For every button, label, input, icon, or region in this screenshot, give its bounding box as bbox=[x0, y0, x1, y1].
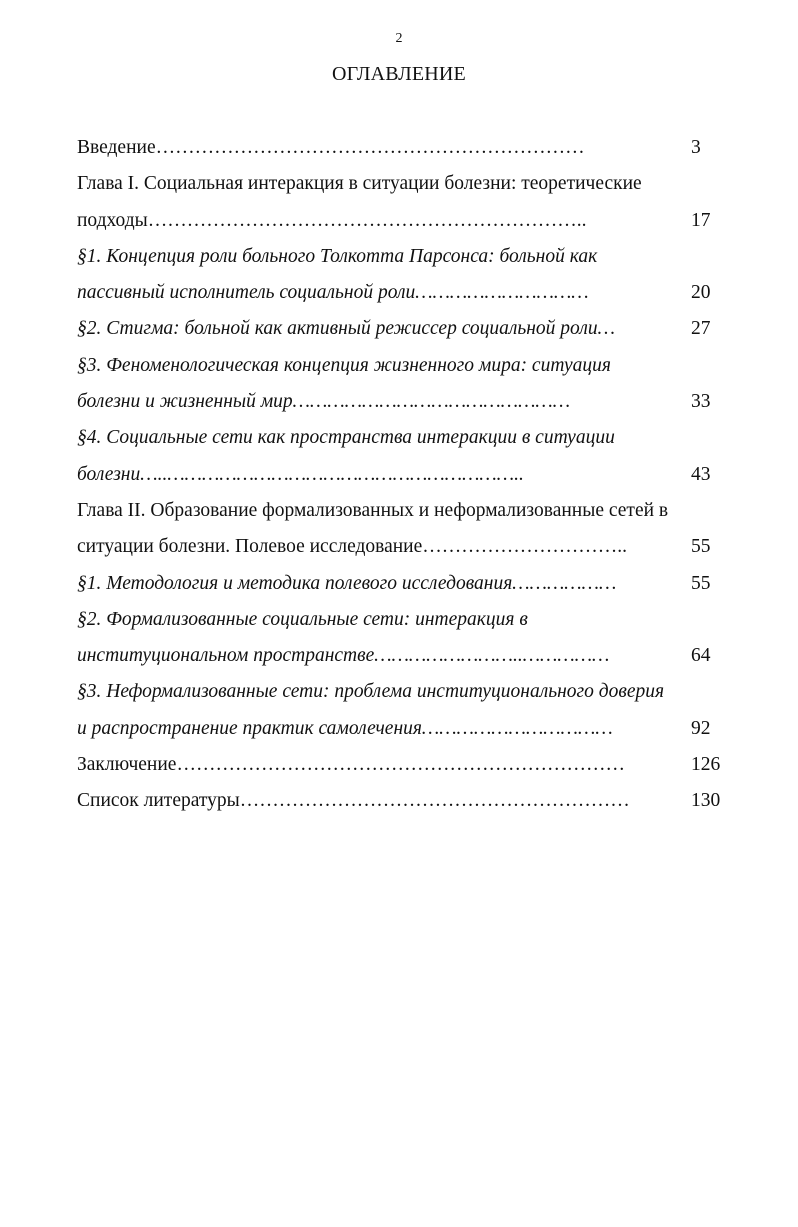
toc-entry bbox=[77, 311, 727, 347]
document-title: ОГЛАВЛЕНИЕ bbox=[332, 63, 466, 85]
toc-entry bbox=[77, 783, 727, 819]
toc-entry-page: 43 bbox=[691, 463, 711, 485]
toc-entry bbox=[77, 239, 727, 275]
toc-entry bbox=[77, 602, 727, 638]
toc-entry-text: пассивный исполнитель социальной роли………………………… bbox=[77, 282, 589, 304]
toc-entry-page: 126 bbox=[691, 754, 721, 776]
toc-entry bbox=[77, 747, 727, 783]
toc-entry bbox=[77, 203, 727, 239]
toc-entry-text: подходы………………………………………………………….. bbox=[77, 209, 587, 231]
toc-entry-page: 3 bbox=[691, 137, 701, 158]
toc-entry bbox=[77, 384, 727, 420]
toc-entry bbox=[77, 348, 727, 384]
toc-entry-text: институциональном пространстве……………………..…………… bbox=[77, 645, 610, 667]
toc-entry-page: 55 bbox=[691, 536, 711, 558]
page-number: 2 bbox=[395, 31, 403, 46]
toc-entry bbox=[77, 493, 727, 529]
toc-entry-page: 130 bbox=[691, 790, 721, 812]
toc-entry-text: болезни и жизненный мир………………………………………… bbox=[77, 391, 571, 413]
toc-entry-page: 92 bbox=[691, 717, 711, 739]
toc-entry bbox=[77, 638, 727, 674]
toc-entry-page: 20 bbox=[691, 282, 711, 304]
toc-entry bbox=[77, 130, 727, 166]
table-of-contents bbox=[77, 130, 727, 820]
toc-entry bbox=[77, 529, 727, 565]
toc-entry-page: 17 bbox=[691, 209, 711, 231]
toc-entry-text: Заключение…………………………………………………………… bbox=[77, 754, 625, 776]
toc-entry bbox=[77, 566, 727, 602]
toc-entry bbox=[77, 166, 727, 202]
toc-entry-page: 27 bbox=[691, 318, 711, 340]
toc-entry-text: Введение………………………………………………………… bbox=[77, 137, 585, 158]
toc-entry-text: §1. Концепция роли больного Толкотта Парсонса: больной как bbox=[77, 245, 598, 267]
toc-entry-text: Глава II. Образование формализованных и неформализованные сетей в bbox=[77, 499, 669, 521]
toc-entry-text: Глава I. Социальная интеракция в ситуации болезни: теоретические bbox=[77, 173, 642, 195]
toc-entry-text: ситуации болезни. Полевое исследование………………………….. bbox=[77, 536, 628, 558]
toc-entry-text: §2. Стигма: больной как активный режиссер социальной роли… bbox=[77, 318, 615, 340]
toc-entry-text: §3. Феноменологическая концепция жизненного мира: ситуация bbox=[77, 354, 611, 376]
toc-entry-text: и распространение практик самолечения…………………………… bbox=[77, 717, 613, 739]
toc-entry-page: 64 bbox=[691, 645, 711, 667]
toc-entry-page: 55 bbox=[691, 572, 711, 594]
toc-entry-text: §4. Социальные сети как пространства интеракции в ситуации bbox=[77, 427, 615, 449]
toc-entry bbox=[77, 275, 727, 311]
toc-entry bbox=[77, 420, 727, 456]
toc-entry bbox=[77, 457, 727, 493]
toc-entry-text: §1. Методология и методика полевого исследования……………… bbox=[77, 572, 617, 594]
toc-entry-text: болезни…..…………………………………………………….. bbox=[77, 463, 524, 485]
toc-entry bbox=[77, 674, 727, 710]
toc-entry-page: 33 bbox=[691, 391, 711, 413]
toc-entry bbox=[77, 711, 727, 747]
toc-entry-text: §2. Формализованные социальные сети: интеракция в bbox=[77, 608, 528, 630]
toc-entry-text: §3. Неформализованные сети: проблема институционального доверия bbox=[77, 681, 665, 703]
toc-entry-text: Список литературы…………………………………………………… bbox=[77, 790, 630, 812]
